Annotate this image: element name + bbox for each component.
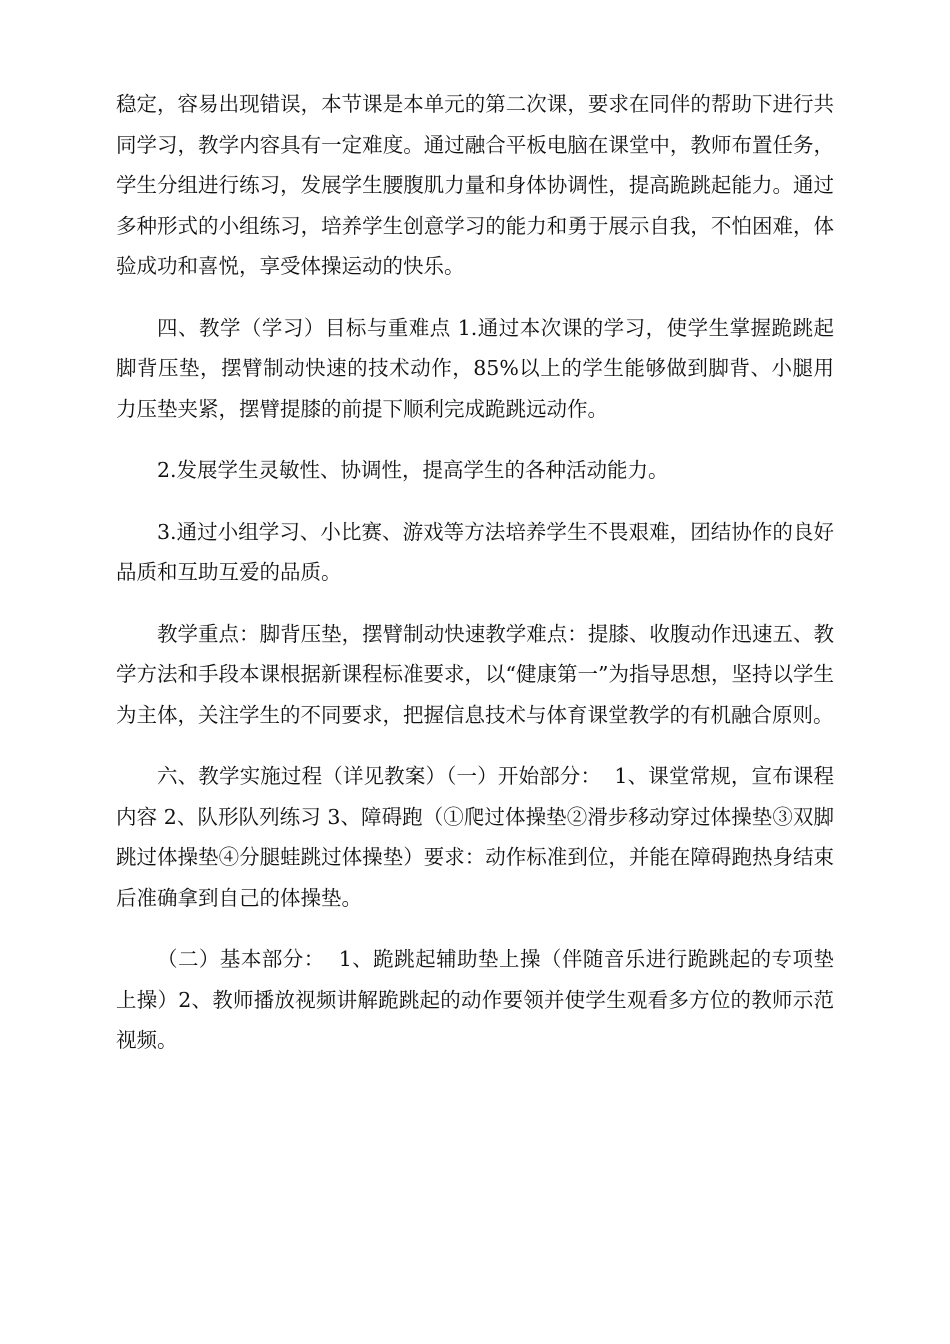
- paragraph-basic-part: （二）基本部分： 1、跪跳起辅助垫上操（伴随音乐进行跪跳起的专项垫上操）2、教师播放视频讲解跪跳起的动作要领并使学生观看多方位的教师示范视频。: [116, 947, 834, 1052]
- paragraph-continuation: 稳定，容易出现错误，本节课是本单元的第二次课，要求在同伴的帮助下进行共同学习，教学内容具有一定难度。通过融合平板电脑在课堂中，教师布置任务，学生分组进行练习，发展学生腰腹肌力量和身体协调性，提高跪跳起能力。通过多种形式的小组练习，培养学生创意学习的能力和勇于展示自我，不怕困难，体验成功和喜悦，享受体操运动的快乐。: [116, 92, 834, 278]
- document-body: [116, 84, 834, 1082]
- paragraph-objective-2: 2.发展学生灵敏性、协调性，提高学生的各种活动能力。: [157, 458, 669, 482]
- paragraph-key-points: 教学重点：脚背压垫，摆臂制动快速教学难点：提膝、收腹动作迅速五、教学方法和手段本课根据新课程标准要求，以“健康第一”为指导思想，坚持以学生为主体，关注学生的不同要求，把握信息技术与体育课堂教学的有机融合原则。: [116, 621, 834, 727]
- paragraph-implementation: 六、教学实施过程（详见教案）（一）开始部分： 1、课堂常规，宣布课程内容 2、队形队列练习 3、障碍跑（①爬过体操垫②滑步移动穿过体操垫③双脚跳过体操垫④分腿蛙跳过体操垫）要求：动作标准到位，并能在障碍跑热身结束后准确拿到自己的体操垫。: [116, 764, 834, 910]
- paragraph-objective-3: 3.通过小组学习、小比赛、游戏等方法培养学生不畏艰难，团结协作的良好品质和互助互爱的品质。: [116, 519, 834, 584]
- paragraph-objectives: 四、教学（学习）目标与重难点 1.通过本次课的学习，使学生掌握跪跳起脚背压垫，摆臂制动快速的技术动作，85%以上的学生能够做到脚背、小腿用力压垫夹紧，摆臂提膝的前提下顺利完成跪跳远动作。: [116, 315, 834, 421]
